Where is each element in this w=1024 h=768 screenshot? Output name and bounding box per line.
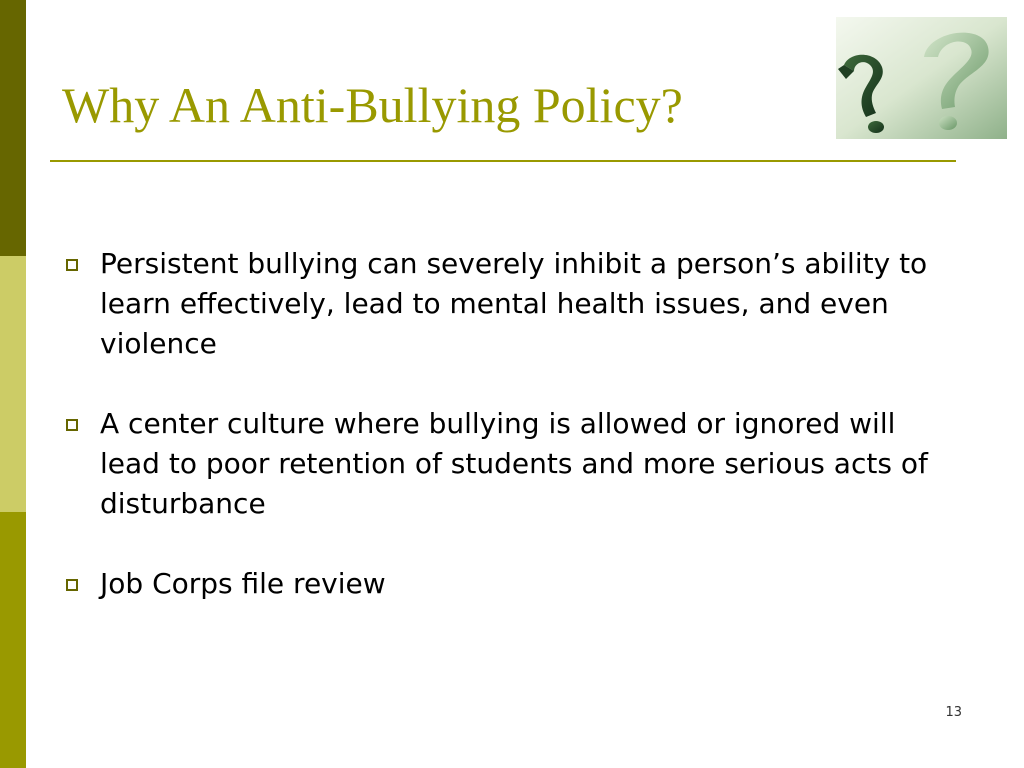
page-number: 13 [945,705,962,720]
question-mark-icon [836,17,1007,139]
side-bar-bottom [0,512,26,768]
square-bullet-icon [66,579,78,591]
bullet-list [64,244,964,604]
bullet-item [64,244,964,364]
bullet-text: Job Corps file review [100,567,386,600]
bullet-item [64,564,964,604]
slide-title: Why An Anti-Bullying Policy? [62,77,683,133]
bullet-text: A center culture where bullying is allowed or ignored will lead to poor retention of students and more serious acts of disturbance [100,407,928,520]
side-bar-middle [0,256,26,512]
square-bullet-icon [66,419,78,431]
bullet-text: Persistent bullying can severely inhibit a person’s ability to learn effectively, lead to mental health issues, and even violence [100,247,928,360]
title-underline [50,160,956,162]
side-bar-top [0,0,26,256]
square-bullet-icon [66,259,78,271]
bullet-item [64,404,964,524]
